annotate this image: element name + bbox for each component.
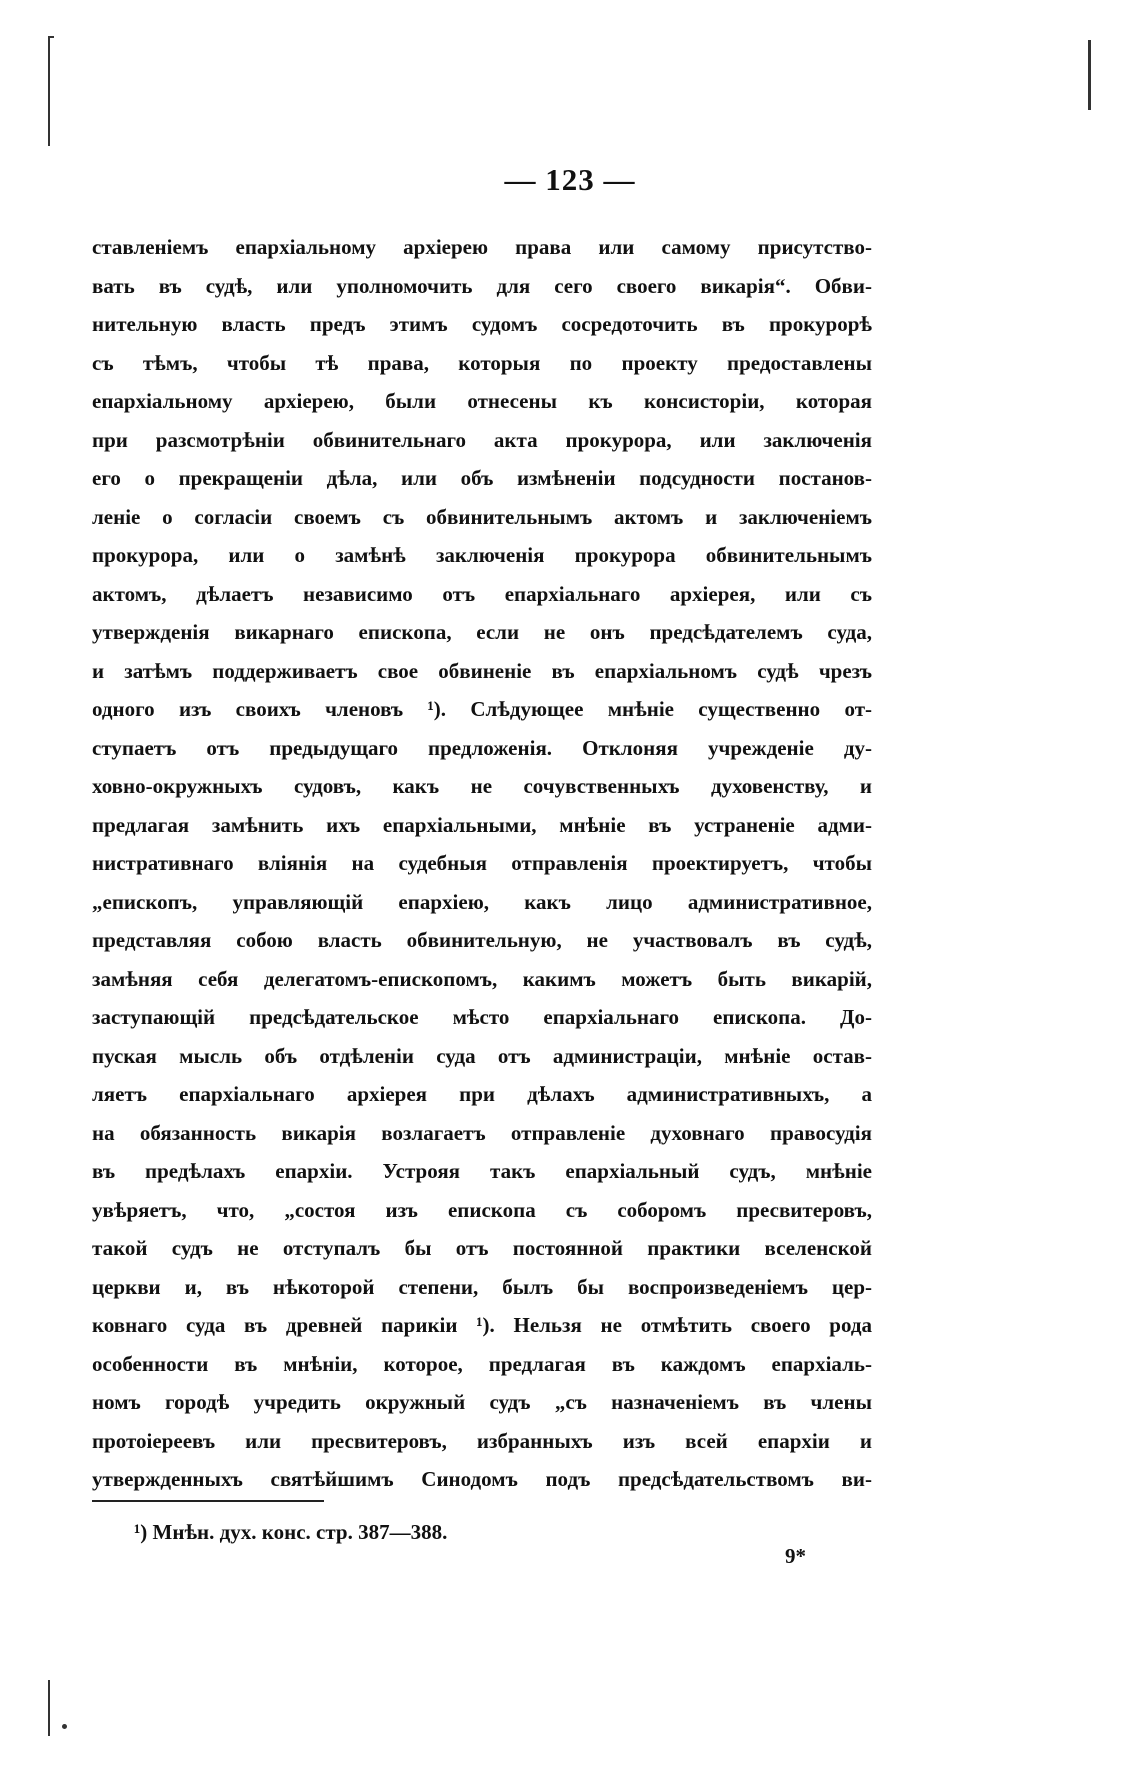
text-line: увѣряетъ, что, „состоя изъ епископа съ соборомъ пресвитеровъ, — [92, 1197, 872, 1222]
left-edge-mark-top-tick — [48, 36, 54, 38]
text-line: ставленіемъ епархіальному архіерею права или самому присутство- — [92, 235, 872, 259]
text-line: замѣняя себя делегатомъ-епископомъ, какимъ можетъ быть викарій, — [92, 966, 872, 991]
left-edge-dot — [62, 1724, 67, 1729]
text-line: вать въ судѣ, или уполномочить для сего своего викарія“. Обви- — [92, 273, 872, 298]
text-line: заступающій предсѣдательское мѣсто епархіальнаго епископа. До- — [92, 1005, 872, 1029]
text-line: представляя собою власть обвинительную, не участвовалъ въ судѣ, — [92, 928, 872, 952]
text-line: при разсмотрѣніи обвинительнаго акта прокурора, или заключенія — [92, 427, 872, 452]
text-line: съ тѣмъ, чтобы тѣ права, которыя по проекту предоставлены — [92, 350, 872, 375]
text-line: протоіереевъ или пресвитеровъ, избранныхъ изъ всей епархіи и — [92, 1428, 872, 1453]
page-number: — 123 — — [504, 162, 636, 197]
text-line: пуская мысль объ отдѣленіи суда отъ администраціи, мнѣніе остав- — [92, 1043, 872, 1068]
signature-mark: 9* — [785, 1544, 806, 1568]
text-line: одного изъ своихъ членовъ ¹). Слѣдующее мнѣніе существенно от- — [92, 697, 872, 721]
text-line: предлагая замѣнить ихъ епархіальными, мнѣніе въ устраненіе адми- — [92, 812, 872, 837]
left-edge-mark-top — [48, 36, 50, 146]
body-text — [92, 228, 872, 1499]
footnote-rule — [92, 1500, 324, 1502]
text-line: особенности въ мнѣніи, которое, предлагая въ каждомъ епархіаль- — [92, 1351, 872, 1376]
text-line: ковнаго суда въ древней парикіи ¹). Нельзя не отмѣтить своего рода — [92, 1313, 872, 1337]
text-line: прокурора, или о замѣнѣ заключенія прокурора обвинительнымъ — [92, 543, 872, 567]
text-line: актомъ, дѣлаетъ независимо отъ епархіальнаго архіерея, или съ — [92, 581, 872, 606]
text-line: церкви и, въ нѣкоторой степени, былъ бы воспроизведеніемъ цер- — [92, 1274, 872, 1299]
text-line: его о прекращеніи дѣла, или объ измѣненіи подсудности постанов- — [92, 466, 872, 490]
footnote: ¹) Мнѣн. дух. конс. стр. 387—388. — [134, 1520, 448, 1544]
text-line: нистративнаго вліянія на судебныя отправленія проектируетъ, чтобы — [92, 851, 872, 875]
text-line: епархіальному архіерею, были отнесены къ консисторіи, которая — [92, 389, 872, 413]
text-line: утвержденія викарнаго епископа, если не онъ предсѣдателемъ суда, — [92, 620, 872, 644]
text-line: утвержденныхъ святѣйшимъ Синодомъ подъ предсѣдательствомъ ви- — [92, 1467, 872, 1491]
text-line: „епископъ, управляющій епархіею, какъ лицо административное, — [92, 889, 872, 914]
text-line: и затѣмъ поддерживаетъ свое обвиненіе въ епархіальномъ судѣ чрезъ — [92, 658, 872, 683]
text-line: въ предѣлахъ епархіи. Устрояя такъ епархіальный судъ, мнѣніе — [92, 1159, 872, 1183]
text-line: ступаетъ отъ предыдущаго предложенія. Отклоняя учрежденіе ду- — [92, 735, 872, 760]
text-line: нительную власть предъ этимъ судомъ сосредоточить въ прокурорѣ — [92, 312, 872, 336]
text-line: ховно-окружныхъ судовъ, какъ не сочувственныхъ духовенству, и — [92, 774, 872, 798]
left-edge-mark-bottom — [48, 1680, 50, 1736]
right-edge-mark — [1088, 40, 1091, 110]
text-line: на обязанность викарія возлагаетъ отправленіе духовнаго правосудія — [92, 1120, 872, 1145]
text-line: ляетъ епархіальнаго архіерея при дѣлахъ административныхъ, а — [92, 1082, 872, 1106]
text-line: такой судъ не отступалъ бы отъ постоянной практики вселенской — [92, 1236, 872, 1260]
text-line: номъ городѣ учредить окружный судъ „съ назначеніемъ въ члены — [92, 1390, 872, 1414]
text-line: леніе о согласіи своемъ съ обвинительнымъ актомъ и заключеніемъ — [92, 504, 872, 529]
